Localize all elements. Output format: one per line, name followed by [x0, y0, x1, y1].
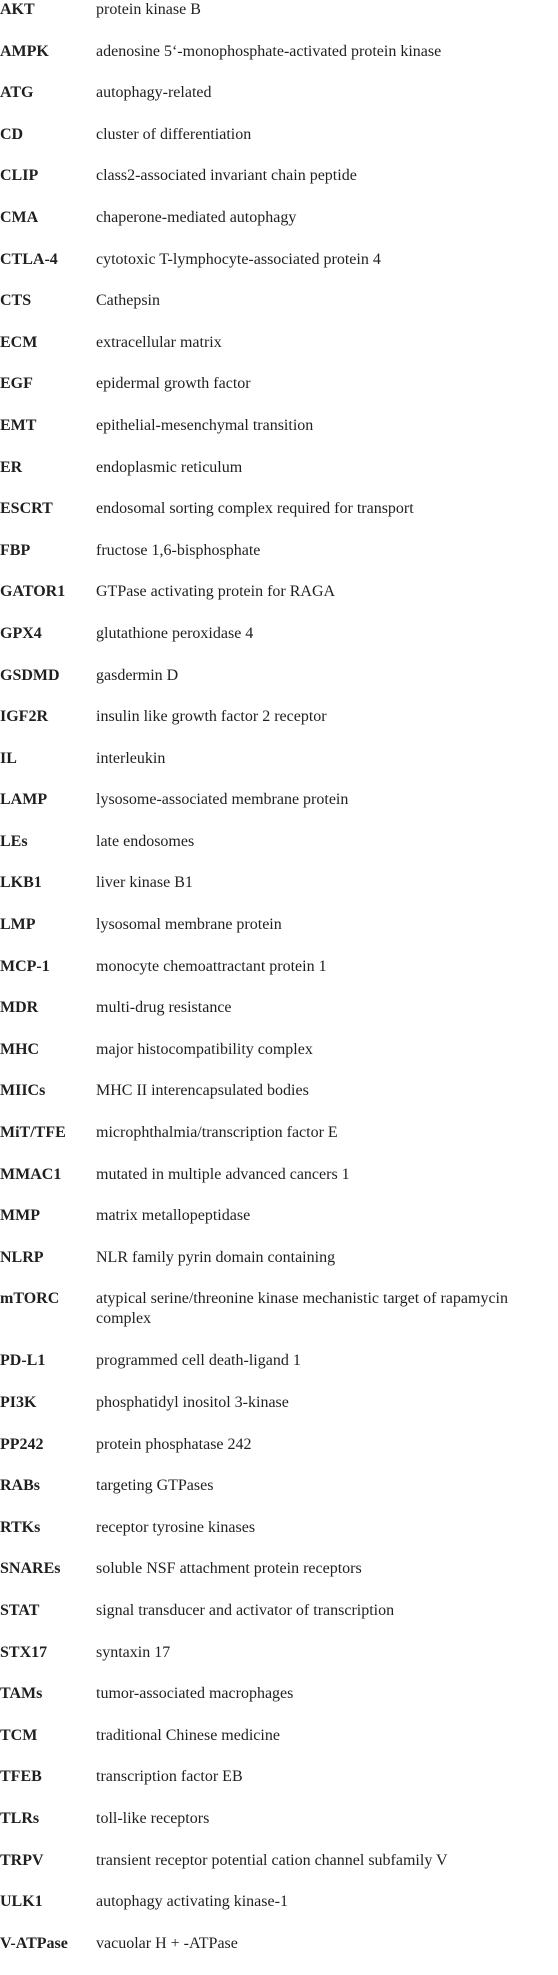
abbreviation-definition: targeting GTPases: [96, 1477, 214, 1495]
abbreviation-row: [0, 291, 558, 333]
abbreviation-term: IL: [0, 749, 17, 767]
abbreviation-row: [0, 1165, 558, 1207]
abbreviation-row: [0, 957, 558, 999]
abbreviation-term: MDR: [0, 999, 39, 1017]
abbreviation-definition: protein phosphatase 242: [96, 1435, 252, 1453]
abbreviation-row: [0, 1851, 558, 1893]
abbreviation-definition: insulin like growth factor 2 receptor: [96, 708, 327, 726]
abbreviation-definition: tumor-associated macrophages: [96, 1685, 294, 1703]
abbreviation-definition: phosphatidyl inositol 3-kinase: [96, 1394, 289, 1411]
abbreviation-term: IGF2R: [0, 708, 48, 726]
abbreviation-definition: lysosome-associated membrane protein: [96, 791, 349, 809]
abbreviation-row: [0, 1476, 558, 1518]
abbreviation-term: CMA: [0, 208, 39, 226]
abbreviation-term: MMAC1: [0, 1165, 62, 1183]
abbreviation-row: [0, 42, 558, 84]
abbreviation-row: [0, 1248, 558, 1290]
abbreviation-definition: mutated in multiple advanced cancers 1: [96, 1165, 350, 1183]
abbreviation-term: mTORC: [0, 1290, 60, 1308]
abbreviation-row: [0, 1518, 558, 1560]
abbreviation-row: [0, 749, 558, 791]
abbreviation-row: [0, 208, 558, 250]
abbreviation-term: GSDMD: [0, 666, 60, 684]
abbreviation-row: [0, 707, 558, 749]
abbreviation-definition: major histocompatibility complex: [96, 1040, 313, 1058]
abbreviation-term: TAMs: [0, 1685, 43, 1703]
abbreviation-term: TFEB: [0, 1768, 42, 1786]
abbreviation-term: STAT: [0, 1601, 40, 1619]
abbreviation-term: SNAREs: [0, 1560, 61, 1578]
abbreviation-definition: gasdermin D: [96, 666, 179, 684]
abbreviation-term: NLRP: [0, 1248, 44, 1266]
abbreviation-definition: MHC II interencapsulated bodies: [96, 1082, 309, 1100]
abbreviation-term: TRPV: [0, 1851, 44, 1869]
abbreviation-row: [0, 1351, 558, 1393]
abbreviation-definition: microphthalmia/transcription factor E: [96, 1124, 338, 1142]
abbreviation-row: [0, 1726, 558, 1768]
abbreviation-definition: lysosomal membrane protein: [96, 916, 282, 934]
abbreviation-term: AMPK: [0, 42, 49, 60]
abbreviation-definition: matrix metallopeptidase: [96, 1207, 251, 1225]
abbreviation-row: [0, 873, 558, 915]
abbreviation-term: MHC: [0, 1040, 40, 1058]
abbreviation-term: V-ATPase: [0, 1934, 68, 1952]
abbreviation-definition: GTPase activating protein for RAGA: [96, 583, 336, 601]
abbreviation-definition: chaperone-mediated autophagy: [96, 208, 297, 226]
abbreviation-definition: extracellular matrix: [96, 333, 222, 351]
abbreviation-definition: cluster of differentiation: [96, 125, 252, 143]
abbreviation-term: MCP-1: [0, 957, 50, 975]
abbreviation-row: [0, 582, 558, 624]
abbreviation-term: CTLA-4: [0, 250, 58, 268]
abbreviation-row: [0, 915, 558, 957]
abbreviation-row: [0, 1123, 558, 1165]
abbreviation-row: [0, 624, 558, 666]
abbreviation-row: [0, 1643, 558, 1685]
abbreviation-row: [0, 1206, 558, 1248]
abbreviation-term: FBP: [0, 541, 31, 559]
abbreviation-term: LMP: [0, 916, 36, 934]
abbreviation-definition: receptor tyrosine kinases: [96, 1518, 256, 1536]
abbreviation-row: [0, 1601, 558, 1643]
abbreviation-row: [0, 790, 558, 832]
abbreviation-row: [0, 125, 558, 167]
abbreviation-definition: syntaxin 17: [96, 1643, 171, 1661]
abbreviation-row: [0, 998, 558, 1040]
abbreviation-term: LKB1: [0, 874, 42, 892]
abbreviation-definition: adenosine 5‘-monophosphate-activated protein kinase: [96, 42, 442, 60]
abbreviation-definition: vacuolar H + -ATPase: [96, 1934, 238, 1952]
abbreviation-row: [0, 333, 558, 375]
abbreviation-row: [0, 166, 558, 208]
abbreviation-definition: autophagy activating kinase-1: [96, 1893, 288, 1911]
abbreviation-term: RABs: [0, 1477, 41, 1495]
abbreviation-definition: monocyte chemoattractant protein 1: [96, 957, 327, 975]
abbreviation-row: [0, 1684, 558, 1726]
abbreviation-definition: soluble NSF attachment protein receptors: [96, 1560, 362, 1578]
abbreviation-definition: atypical serine/threonine kinase mechanistic target of rapamycin complex: [96, 1290, 508, 1328]
abbreviation-definition: transcription factor EB: [96, 1768, 243, 1786]
abbreviation-term: TCM: [0, 1726, 38, 1744]
abbreviation-definition: cytotoxic T-lymphocyte-associated protein 4: [96, 250, 381, 268]
abbreviation-term: PI3K: [0, 1394, 37, 1411]
abbreviation-definition: multi-drug resistance: [96, 999, 232, 1017]
abbreviation-definition: endosomal sorting complex required for transport: [96, 500, 414, 518]
abbreviation-term: ESCRT: [0, 500, 53, 518]
abbreviation-definition: traditional Chinese medicine: [96, 1726, 280, 1744]
abbreviation-term: EMT: [0, 416, 37, 434]
abbreviation-definition: epidermal growth factor: [96, 375, 251, 393]
abbreviation-row: [0, 1934, 558, 1975]
abbreviation-definition: toll-like receptors: [96, 1809, 210, 1827]
abbreviation-row: [0, 1767, 558, 1809]
abbreviation-definition: interleukin: [96, 749, 166, 767]
abbreviation-row: [0, 374, 558, 416]
abbreviation-row: [0, 1435, 558, 1477]
abbreviation-term: LEs: [0, 832, 28, 850]
abbreviation-row: [0, 250, 558, 292]
abbreviation-definition: NLR family pyrin domain containing: [96, 1248, 336, 1266]
abbreviation-term: GATOR1: [0, 583, 66, 601]
abbreviation-row: [0, 1892, 558, 1934]
abbreviation-term: LAMP: [0, 791, 48, 809]
abbreviation-term: STX17: [0, 1643, 48, 1661]
abbreviation-definition: epithelial-mesenchymal transition: [96, 416, 314, 434]
abbreviation-row: [0, 666, 558, 708]
abbreviation-row: [0, 0, 558, 42]
abbreviation-row: [0, 1289, 558, 1351]
abbreviation-term: CD: [0, 125, 24, 143]
abbreviation-term: ULK1: [0, 1893, 43, 1911]
abbreviation-definition: fructose 1,6-bisphosphate: [96, 541, 261, 559]
abbreviation-definition: protein kinase B: [96, 1, 201, 18]
abbreviation-row: [0, 1559, 558, 1601]
abbreviation-definition: signal transducer and activator of transcription: [96, 1601, 395, 1619]
abbreviation-term: CLIP: [0, 167, 39, 185]
abbreviation-row: [0, 499, 558, 541]
abbreviation-row: [0, 1393, 558, 1435]
abbreviation-definition: programmed cell death-ligand 1: [96, 1352, 301, 1370]
abbreviation-definition: autophagy-related: [96, 84, 212, 102]
abbreviation-row: [0, 1809, 558, 1851]
abbreviation-row: [0, 1040, 558, 1082]
abbreviation-term: MiT/TFE: [0, 1124, 66, 1142]
abbreviation-term: ER: [0, 458, 23, 476]
abbreviation-term: GPX4: [0, 624, 42, 642]
abbreviation-row: [0, 416, 558, 458]
abbreviation-row: [0, 541, 558, 583]
abbreviation-term: PD-L1: [0, 1352, 46, 1370]
abbreviation-row: [0, 1081, 558, 1123]
abbreviation-definition: transient receptor potential cation channel subfamily V: [96, 1851, 448, 1869]
abbreviation-definition: class2-associated invariant chain peptide: [96, 167, 357, 185]
abbreviation-row: [0, 832, 558, 874]
abbreviation-term: ECM: [0, 333, 38, 351]
abbreviation-term: ATG: [0, 84, 34, 102]
abbreviation-row: [0, 458, 558, 500]
abbreviation-term: CTS: [0, 292, 32, 310]
abbreviation-term: PP242: [0, 1435, 44, 1453]
abbreviation-term: RTKs: [0, 1518, 41, 1536]
abbreviation-term: AKT: [0, 1, 35, 18]
abbreviation-term: MIICs: [0, 1082, 46, 1100]
abbreviation-definition: glutathione peroxidase 4: [96, 624, 254, 642]
abbreviation-definition: late endosomes: [96, 832, 195, 850]
abbreviation-definition: endoplasmic reticulum: [96, 458, 243, 476]
abbreviation-term: TLRs: [0, 1809, 40, 1827]
abbreviation-term: EGF: [0, 375, 33, 393]
abbreviation-term: MMP: [0, 1207, 40, 1225]
abbreviation-row: [0, 83, 558, 125]
abbreviation-definition: Cathepsin: [96, 292, 160, 310]
abbreviation-definition: liver kinase B1: [96, 874, 193, 892]
